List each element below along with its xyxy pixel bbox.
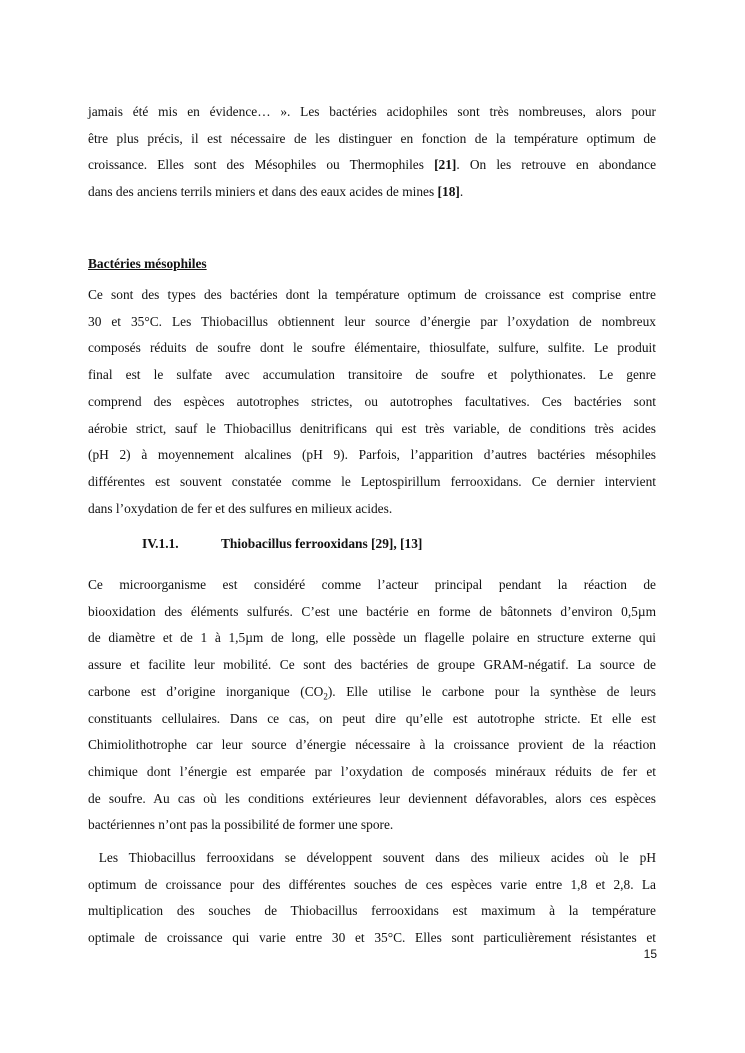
- text-fragment: croissance. Elles sont des Mésophiles ou Thermophiles: [88, 157, 435, 173]
- text-line: [88, 679, 656, 706]
- paragraph-mesophiles: [88, 282, 656, 522]
- text-line: jamais été mis en évidence… ». Les bactéries acidophiles sont très nombreuses, alors pour: [88, 104, 656, 119]
- text-line: [88, 179, 656, 206]
- text-line: de diamètre et de 1 à 1,5µm de long, elle possède un flagelle polaire en structure externe qui: [88, 630, 656, 646]
- text-fragment: . On les retrouve en abondance: [456, 157, 657, 173]
- page-number: 15: [643, 947, 657, 961]
- subsection-number: IV.1.1.: [142, 536, 179, 551]
- subsection-heading: [142, 535, 422, 553]
- text-line: composés réduits de soufre dont le soufre élémentaire, thiosulfate, sulfure, sulfite. Le produit: [88, 340, 656, 356]
- text-line: Les Thiobacillus ferrooxidans se développent souvent dans des milieux acides où le pH: [88, 850, 656, 865]
- text-line: [88, 152, 656, 179]
- text-fragment: .: [459, 184, 464, 200]
- subscript: 2: [323, 691, 328, 702]
- subsection-title: Thiobacillus ferrooxidans [29], [13]: [221, 536, 423, 551]
- text-line: (pH 2) à moyennement alcalines (pH 9). Parfois, l’apparition d’autres bactéries mésophiles: [88, 447, 656, 463]
- text-fragment: dans des anciens terrils miniers et dans des eaux acides de mines: [88, 184, 438, 200]
- text-line: être plus précis, il est nécessaire de les distinguer en fonction de la température optimum de: [88, 130, 656, 146]
- text-line: multiplication des souches de Thiobacillus ferrooxidans est maximum à la température: [88, 903, 656, 919]
- text-line: optimum de croissance pour des différentes souches de ces espèces varie entre 1,8 et 2,8. La: [88, 876, 656, 892]
- text-line: dans l’oxydation de fer et des sulfures en milieux acides.: [88, 500, 393, 516]
- text-line: aérobie strict, sauf le Thiobacillus denitrificans qui est très variable, de conditions très acides: [88, 420, 656, 436]
- text-line: chimique dont l’énergie est emparée par l’oxydation de composés minéraux réduits de fer et: [88, 763, 656, 779]
- text-line: Ce microorganisme est considéré comme l’acteur principal pendant la réaction de: [88, 577, 656, 592]
- text-fragment: carbone est d’origine inorganique (CO: [88, 683, 324, 699]
- text-line: Ce sont des types des bactéries dont la température optimum de croissance est comprise entre: [88, 287, 656, 302]
- paragraph-thiobacillus: [88, 572, 656, 839]
- text-line: constituants cellulaires. Dans ce cas, on peut dire qu’elle est autotrophe stricte. Et elle est: [88, 710, 656, 726]
- text-line: bactériennes n’ont pas la possibilité de former une spore.: [88, 817, 394, 833]
- text-line: assure et facilite leur mobilité. Ce sont des bactéries de groupe GRAM-négatif. La source de: [88, 657, 656, 673]
- paragraph-intro: [88, 99, 656, 206]
- text-line: différentes est souvent constatée comme le Leptospirillum ferrooxidans. Ce dernier intervient: [88, 473, 656, 489]
- text-fragment: ). Elle utilise le carbone pour la synthèse de leurs: [327, 683, 656, 699]
- text-line: de soufre. Au cas où les conditions extérieures leur deviennent défavorables, alors ces espèces: [88, 790, 656, 806]
- section-heading: Bactéries mésophiles: [88, 256, 207, 271]
- text-line: 30 et 35°C. Les Thiobacillus obtiennent leur source d’énergie par l’oxydation de nombreux: [88, 313, 656, 329]
- paragraph-growth: [88, 845, 656, 952]
- text-line: final est le sulfate avec accumulation transitoire de soufre et polythionates. Le genre: [88, 367, 656, 383]
- text-line: optimale de croissance qui varie entre 30 et 35°C. Elles sont particulièrement résistantes et: [88, 930, 656, 946]
- text-line: biooxidation des éléments sulfurés. C’est une bactérie en forme de bâtonnets d’environ 0,5µm: [88, 603, 656, 619]
- text-line: comprend des espèces autotrophes strictes, ou autotrophes facultatives. Ces bactéries sont: [88, 393, 656, 409]
- citation-ref: [18]: [437, 184, 460, 200]
- text-line: Chimiolithotrophe car leur source d’énergie nécessaire à la croissance provient de la réaction: [88, 737, 656, 753]
- citation-ref: [21]: [434, 157, 457, 173]
